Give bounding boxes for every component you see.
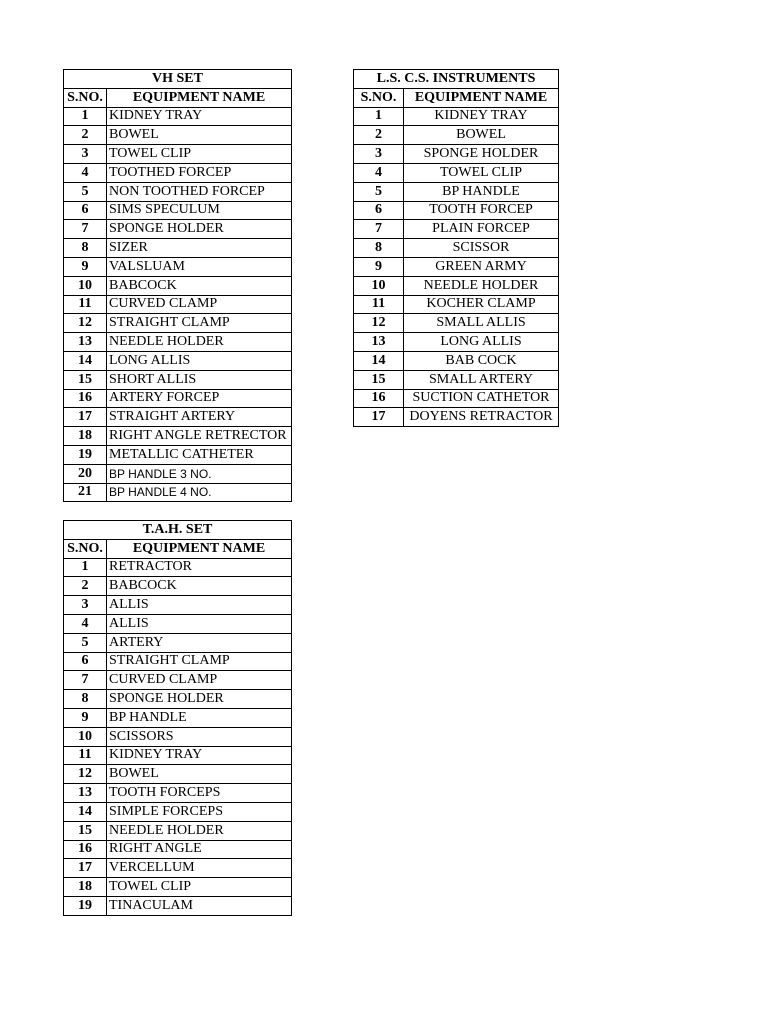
equipment-name-cell: ALLIS bbox=[107, 614, 292, 633]
serial-number-cell: 15 bbox=[354, 370, 404, 389]
table-row bbox=[64, 690, 292, 709]
table-row bbox=[64, 107, 292, 126]
table-row bbox=[354, 201, 559, 220]
serial-number-cell: 17 bbox=[354, 408, 404, 427]
table-row bbox=[64, 784, 292, 803]
table-title-row bbox=[64, 70, 292, 89]
serial-number-cell: 12 bbox=[64, 314, 107, 333]
table-row bbox=[64, 896, 292, 915]
table-row bbox=[64, 558, 292, 577]
serial-number-cell: 5 bbox=[64, 182, 107, 201]
serial-number-cell: 12 bbox=[64, 765, 107, 784]
equipment-name-cell: ARTERY bbox=[107, 633, 292, 652]
equipment-name-cell: BP HANDLE 4 NO. bbox=[107, 483, 292, 502]
equipment-name-cell: NEEDLE HOLDER bbox=[107, 821, 292, 840]
equipment-name-cell: SIMS SPECULUM bbox=[107, 201, 292, 220]
serial-number-cell: 8 bbox=[354, 239, 404, 258]
sno-header: S.NO. bbox=[64, 88, 107, 107]
equipment-name-cell: SPONGE HOLDER bbox=[404, 145, 559, 164]
equipment-name-cell: STRAIGHT CLAMP bbox=[107, 314, 292, 333]
equipment-name-cell: ARTERY FORCEP bbox=[107, 389, 292, 408]
equipment-name-cell: RIGHT ANGLE RETRECTOR bbox=[107, 427, 292, 446]
table-row bbox=[64, 257, 292, 276]
table-row bbox=[64, 708, 292, 727]
table-row bbox=[64, 276, 292, 295]
table-row bbox=[64, 577, 292, 596]
equipment-name-cell: BABCOCK bbox=[107, 577, 292, 596]
table-title: L.S. C.S. INSTRUMENTS bbox=[354, 70, 559, 89]
table-row bbox=[64, 652, 292, 671]
serial-number-cell: 12 bbox=[354, 314, 404, 333]
equipment-name-cell: SCISSOR bbox=[404, 239, 559, 258]
table-row bbox=[64, 351, 292, 370]
table-row bbox=[354, 126, 559, 145]
table-row bbox=[354, 370, 559, 389]
serial-number-cell: 15 bbox=[64, 821, 107, 840]
serial-number-cell: 21 bbox=[64, 483, 107, 502]
serial-number-cell: 4 bbox=[354, 163, 404, 182]
serial-number-cell: 4 bbox=[64, 163, 107, 182]
equipment-name-cell: STRAIGHT CLAMP bbox=[107, 652, 292, 671]
serial-number-cell: 10 bbox=[64, 727, 107, 746]
serial-number-cell: 6 bbox=[64, 652, 107, 671]
serial-number-cell: 8 bbox=[64, 690, 107, 709]
serial-number-cell: 6 bbox=[64, 201, 107, 220]
table-row bbox=[354, 257, 559, 276]
serial-number-cell: 9 bbox=[64, 257, 107, 276]
serial-number-cell: 10 bbox=[354, 276, 404, 295]
table-row bbox=[64, 464, 292, 483]
equipment-name-cell: TOOTHED FORCEP bbox=[107, 163, 292, 182]
serial-number-cell: 6 bbox=[354, 201, 404, 220]
equipment-name-cell: CURVED CLAMP bbox=[107, 671, 292, 690]
equipment-name-cell: NON TOOTHED FORCEP bbox=[107, 182, 292, 201]
serial-number-cell: 17 bbox=[64, 408, 107, 427]
equipment-name-cell: LONG ALLIS bbox=[404, 333, 559, 352]
serial-number-cell: 13 bbox=[64, 333, 107, 352]
serial-number-cell: 1 bbox=[64, 107, 107, 126]
equipment-name-cell: KOCHER CLAMP bbox=[404, 295, 559, 314]
serial-number-cell: 9 bbox=[354, 257, 404, 276]
serial-number-cell: 7 bbox=[354, 220, 404, 239]
table-row bbox=[64, 314, 292, 333]
serial-number-cell: 20 bbox=[64, 464, 107, 483]
table-row bbox=[64, 201, 292, 220]
serial-number-cell: 14 bbox=[64, 802, 107, 821]
table-row bbox=[354, 220, 559, 239]
equipment-name-cell: NEEDLE HOLDER bbox=[107, 333, 292, 352]
table-row bbox=[64, 614, 292, 633]
table-row bbox=[64, 821, 292, 840]
equipment-name-cell: KIDNEY TRAY bbox=[404, 107, 559, 126]
equipment-name-cell: TOWEL CLIP bbox=[404, 163, 559, 182]
equipment-name-cell: SMALL ALLIS bbox=[404, 314, 559, 333]
table-row bbox=[354, 408, 559, 427]
table-row bbox=[64, 633, 292, 652]
equipment-name-cell: BABCOCK bbox=[107, 276, 292, 295]
table-row bbox=[64, 746, 292, 765]
table-row bbox=[64, 427, 292, 446]
serial-number-cell: 19 bbox=[64, 445, 107, 464]
equipment-name-header: EQUIPMENT NAME bbox=[107, 88, 292, 107]
table-row bbox=[64, 765, 292, 784]
equipment-name-cell: BAB COCK bbox=[404, 351, 559, 370]
table-header-row bbox=[64, 539, 292, 558]
serial-number-cell: 2 bbox=[354, 126, 404, 145]
table-row bbox=[64, 840, 292, 859]
equipment-name-cell: SHORT ALLIS bbox=[107, 370, 292, 389]
equipment-name-cell: SUCTION CATHETOR bbox=[404, 389, 559, 408]
serial-number-cell: 9 bbox=[64, 708, 107, 727]
equipment-name-cell: BOWEL bbox=[404, 126, 559, 145]
sno-header: S.NO. bbox=[64, 539, 107, 558]
equipment-name-cell: SPONGE HOLDER bbox=[107, 690, 292, 709]
equipment-name-cell: SCISSORS bbox=[107, 727, 292, 746]
equipment-name-cell: KIDNEY TRAY bbox=[107, 107, 292, 126]
equipment-name-cell: ALLIS bbox=[107, 596, 292, 615]
equipment-name-cell: SIZER bbox=[107, 239, 292, 258]
table-row bbox=[64, 671, 292, 690]
table-row bbox=[64, 163, 292, 182]
serial-number-cell: 13 bbox=[354, 333, 404, 352]
serial-number-cell: 3 bbox=[64, 145, 107, 164]
table-row bbox=[354, 389, 559, 408]
table-row bbox=[354, 107, 559, 126]
table-row bbox=[64, 239, 292, 258]
vh-set-table bbox=[63, 69, 292, 502]
serial-number-cell: 14 bbox=[354, 351, 404, 370]
equipment-name-cell: GREEN ARMY bbox=[404, 257, 559, 276]
serial-number-cell: 13 bbox=[64, 784, 107, 803]
table-row bbox=[354, 333, 559, 352]
table-header-row bbox=[354, 88, 559, 107]
equipment-name-cell: TOWEL CLIP bbox=[107, 878, 292, 897]
serial-number-cell: 18 bbox=[64, 878, 107, 897]
equipment-name-cell: BP HANDLE bbox=[107, 708, 292, 727]
serial-number-cell: 2 bbox=[64, 126, 107, 145]
table-title: VH SET bbox=[64, 70, 292, 89]
table-title: T.A.H. SET bbox=[64, 521, 292, 540]
equipment-name-header: EQUIPMENT NAME bbox=[107, 539, 292, 558]
serial-number-cell: 5 bbox=[354, 182, 404, 201]
serial-number-cell: 7 bbox=[64, 220, 107, 239]
equipment-name-cell: STRAIGHT ARTERY bbox=[107, 408, 292, 427]
equipment-name-cell: TOOTH FORCEPS bbox=[107, 784, 292, 803]
equipment-name-cell: VALSLUAM bbox=[107, 257, 292, 276]
equipment-name-cell: TOOTH FORCEP bbox=[404, 201, 559, 220]
table-row bbox=[64, 483, 292, 502]
equipment-name-cell: BP HANDLE 3 NO. bbox=[107, 464, 292, 483]
serial-number-cell: 7 bbox=[64, 671, 107, 690]
equipment-name-cell: CURVED CLAMP bbox=[107, 295, 292, 314]
equipment-name-cell: METALLIC CATHETER bbox=[107, 445, 292, 464]
equipment-name-cell: RETRACTOR bbox=[107, 558, 292, 577]
serial-number-cell: 14 bbox=[64, 351, 107, 370]
table-row bbox=[64, 295, 292, 314]
serial-number-cell: 3 bbox=[64, 596, 107, 615]
serial-number-cell: 10 bbox=[64, 276, 107, 295]
table-row bbox=[354, 145, 559, 164]
serial-number-cell: 5 bbox=[64, 633, 107, 652]
serial-number-cell: 2 bbox=[64, 577, 107, 596]
table-row bbox=[64, 802, 292, 821]
table-row bbox=[64, 878, 292, 897]
table-row bbox=[64, 182, 292, 201]
table-header-row bbox=[64, 88, 292, 107]
table-row bbox=[64, 445, 292, 464]
serial-number-cell: 19 bbox=[64, 896, 107, 915]
table-row bbox=[64, 596, 292, 615]
serial-number-cell: 16 bbox=[354, 389, 404, 408]
lscs-instruments-table bbox=[353, 69, 559, 427]
table-row bbox=[354, 295, 559, 314]
table-row bbox=[64, 370, 292, 389]
serial-number-cell: 11 bbox=[64, 746, 107, 765]
serial-number-cell: 8 bbox=[64, 239, 107, 258]
table-row bbox=[354, 276, 559, 295]
equipment-name-cell: LONG ALLIS bbox=[107, 351, 292, 370]
table-row bbox=[354, 314, 559, 333]
table-row bbox=[354, 163, 559, 182]
table-row bbox=[354, 182, 559, 201]
table-row bbox=[64, 126, 292, 145]
table-row bbox=[64, 333, 292, 352]
equipment-name-cell: BP HANDLE bbox=[404, 182, 559, 201]
table-row bbox=[64, 408, 292, 427]
serial-number-cell: 15 bbox=[64, 370, 107, 389]
table-row bbox=[64, 145, 292, 164]
serial-number-cell: 1 bbox=[354, 107, 404, 126]
equipment-name-cell: TINACULAM bbox=[107, 896, 292, 915]
table-row bbox=[354, 239, 559, 258]
equipment-name-cell: VERCELLUM bbox=[107, 859, 292, 878]
serial-number-cell: 16 bbox=[64, 840, 107, 859]
equipment-name-cell: PLAIN FORCEP bbox=[404, 220, 559, 239]
table-title-row bbox=[354, 70, 559, 89]
equipment-name-cell: KIDNEY TRAY bbox=[107, 746, 292, 765]
table-row bbox=[64, 727, 292, 746]
table-title-row bbox=[64, 521, 292, 540]
equipment-name-cell: SPONGE HOLDER bbox=[107, 220, 292, 239]
table-row bbox=[354, 351, 559, 370]
equipment-name-cell: DOYENS RETRACTOR bbox=[404, 408, 559, 427]
serial-number-cell: 4 bbox=[64, 614, 107, 633]
table-row bbox=[64, 389, 292, 408]
sno-header: S.NO. bbox=[354, 88, 404, 107]
serial-number-cell: 3 bbox=[354, 145, 404, 164]
equipment-name-cell: SMALL ARTERY bbox=[404, 370, 559, 389]
equipment-name-cell: NEEDLE HOLDER bbox=[404, 276, 559, 295]
equipment-name-cell: BOWEL bbox=[107, 765, 292, 784]
serial-number-cell: 17 bbox=[64, 859, 107, 878]
serial-number-cell: 1 bbox=[64, 558, 107, 577]
equipment-name-cell: BOWEL bbox=[107, 126, 292, 145]
serial-number-cell: 16 bbox=[64, 389, 107, 408]
serial-number-cell: 18 bbox=[64, 427, 107, 446]
tah-set-table bbox=[63, 520, 292, 916]
serial-number-cell: 11 bbox=[64, 295, 107, 314]
table-row bbox=[64, 220, 292, 239]
table-row bbox=[64, 859, 292, 878]
equipment-name-cell: TOWEL CLIP bbox=[107, 145, 292, 164]
serial-number-cell: 11 bbox=[354, 295, 404, 314]
equipment-name-cell: SIMPLE FORCEPS bbox=[107, 802, 292, 821]
equipment-name-header: EQUIPMENT NAME bbox=[404, 88, 559, 107]
equipment-name-cell: RIGHT ANGLE bbox=[107, 840, 292, 859]
